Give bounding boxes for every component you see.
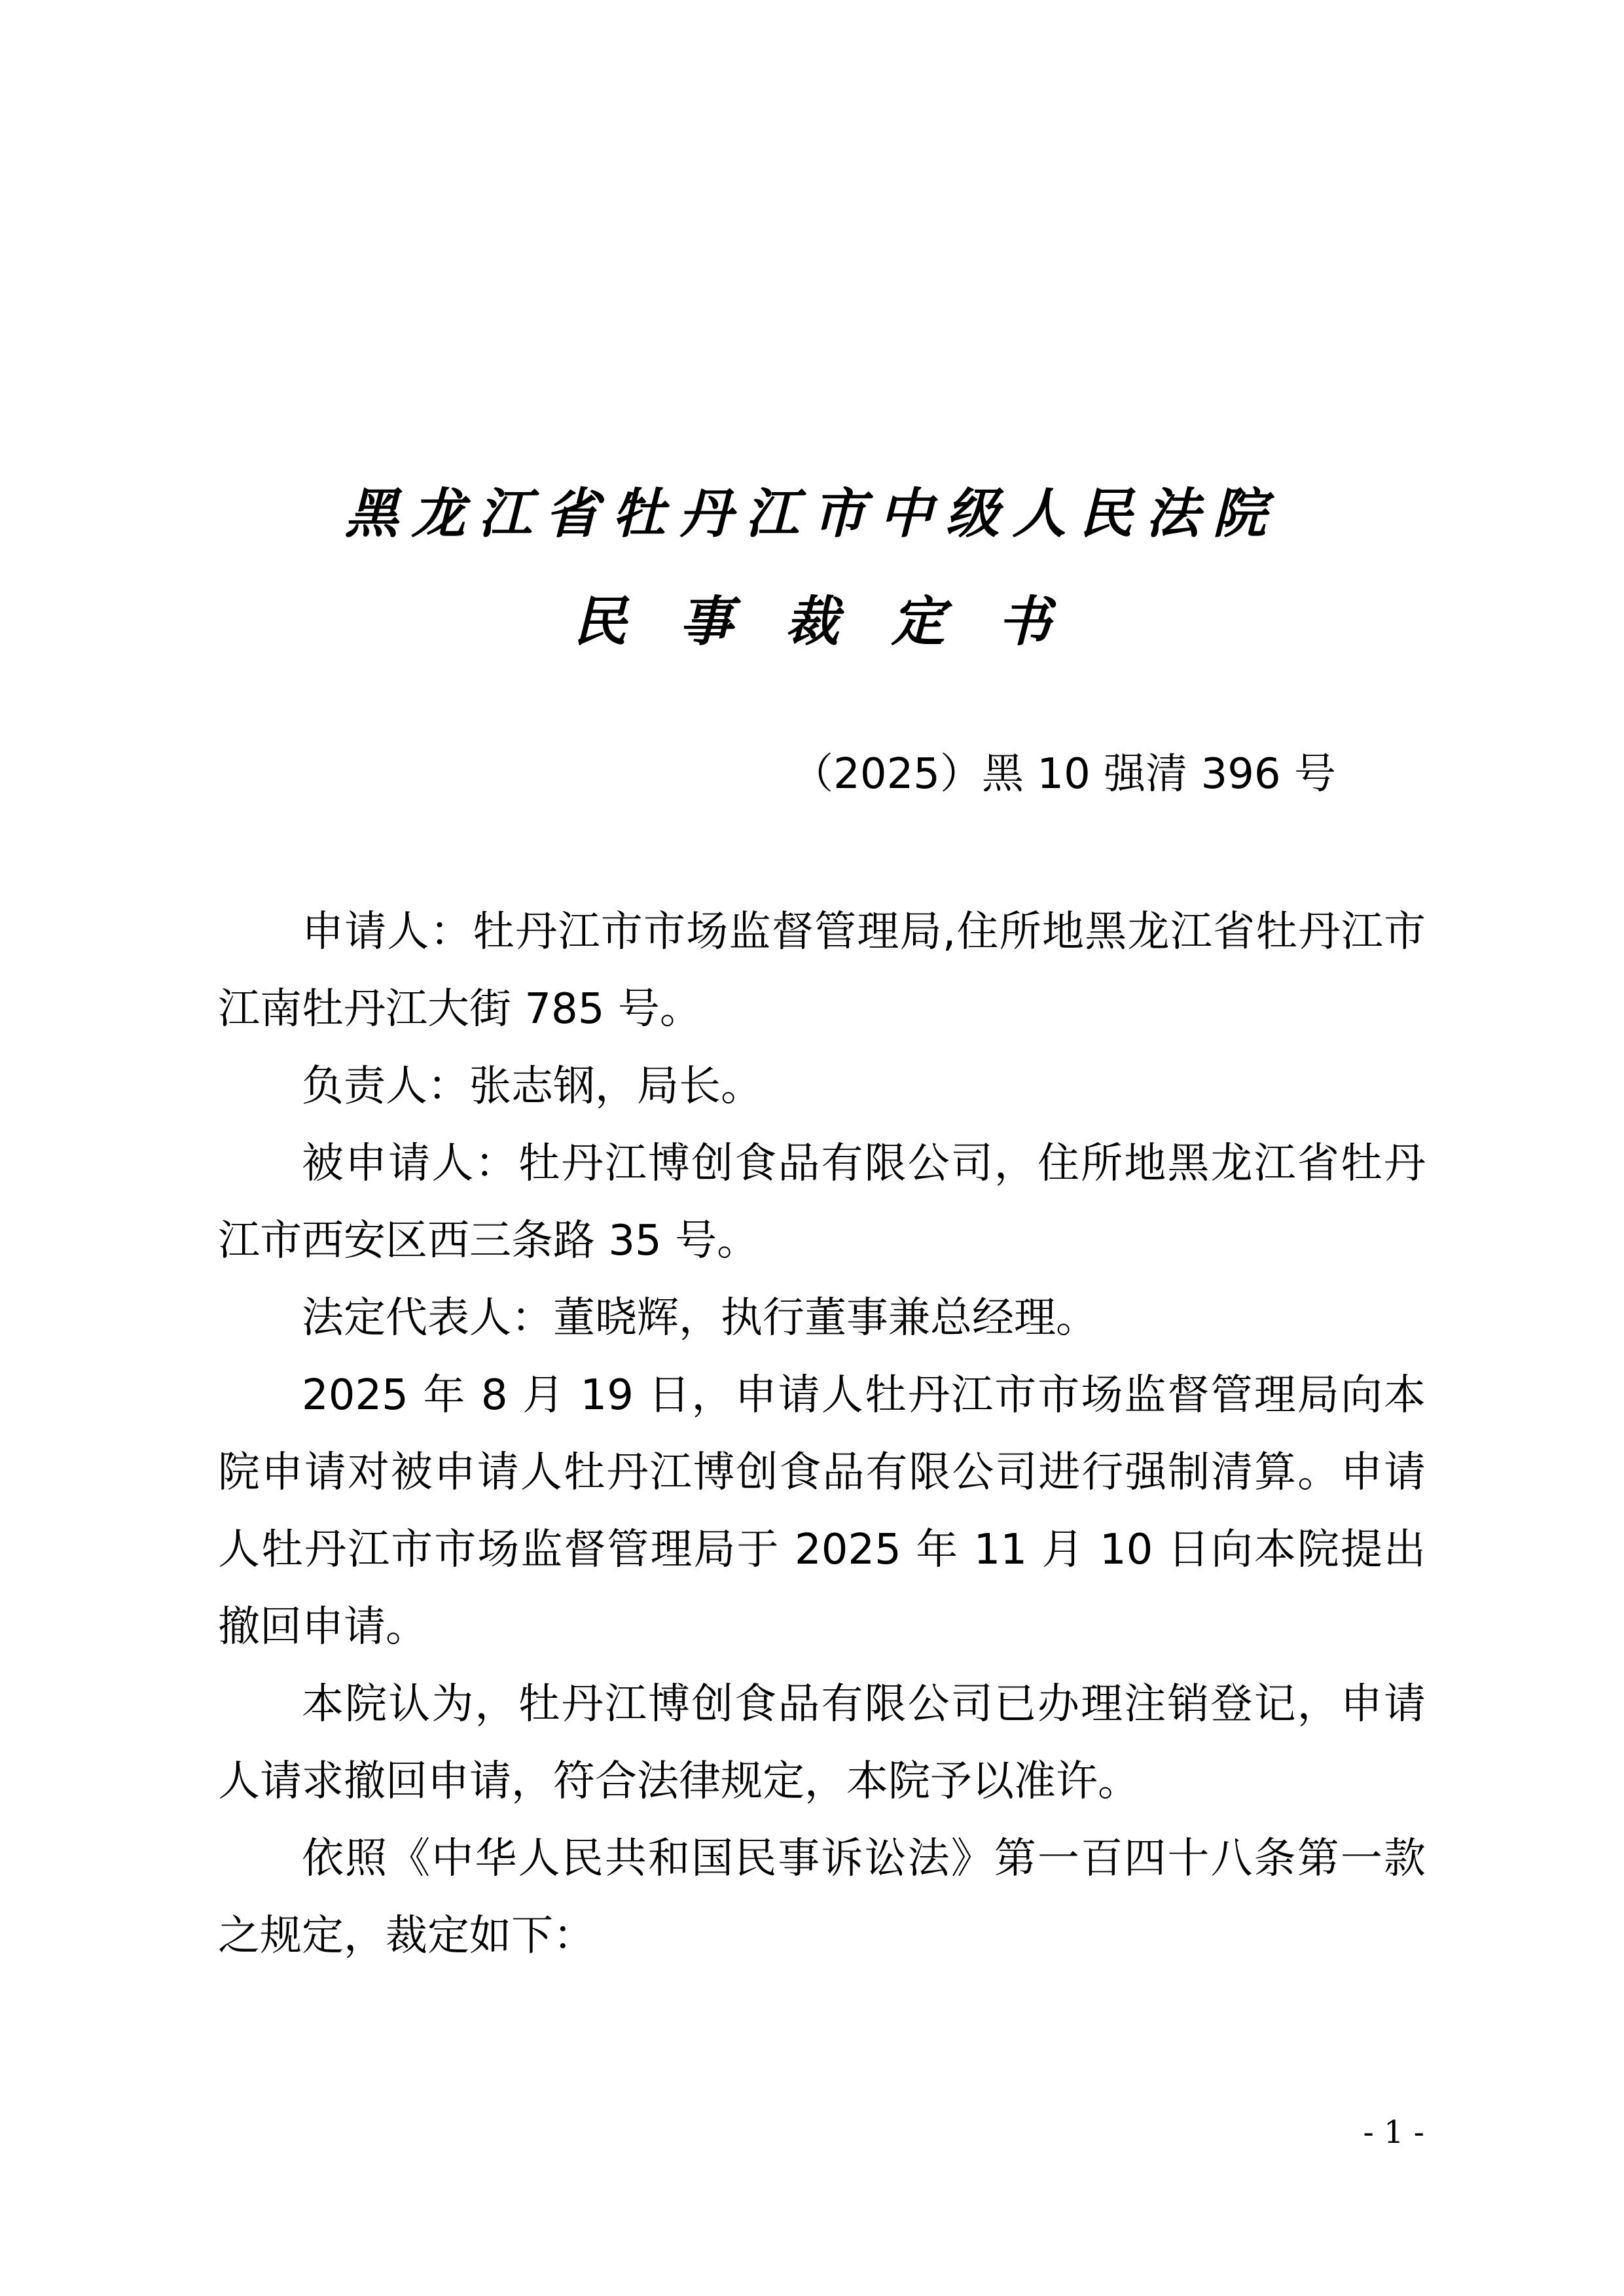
document-title: 民事裁定书 <box>573 590 1104 653</box>
respondent-paragraph: 被申请人：牡丹江博创食品有限公司，住所地黑龙江省牡丹江市西安区西三条路 35 号。 <box>218 1139 1426 1265</box>
page-number: - 1 - <box>1363 2114 1424 2151</box>
document-body <box>218 893 1426 1975</box>
court-opinion-paragraph: 本院认为，牡丹江博创食品有限公司已办理注销登记，申请人请求撤回申请，符合法律规定，本院予以准许。 <box>218 1680 1426 1806</box>
court-name: 黑龙江省牡丹江市中级人民法院 <box>344 482 1280 545</box>
applicant-paragraph: 申请人：牡丹江市市场监督管理局,住所地黑龙江省牡丹江市江南牡丹江大街 785 号。 <box>218 908 1426 1033</box>
legal-basis-paragraph: 依照《中华人民共和国民事诉讼法》第一百四十八条第一款之规定，裁定如下： <box>218 1835 1426 1960</box>
facts-paragraph: 2025 年 8 月 19 日，申请人牡丹江市市场监督管理局向本院申请对被申请人牡丹江博创食品有限公司进行强制清算。申请人牡丹江市市场监督管理局于 2025 年 11 月 10 日向本院提出撤回申请。 <box>218 1371 1426 1651</box>
applicant-representative-paragraph: 负责人：张志钢，局长。 <box>302 1062 763 1111</box>
respondent-representative-paragraph: 法定代表人：董晓辉，执行董事兼总经理。 <box>302 1294 1098 1342</box>
case-number: （2025）黑 10 强清 396 号 <box>791 750 1336 798</box>
